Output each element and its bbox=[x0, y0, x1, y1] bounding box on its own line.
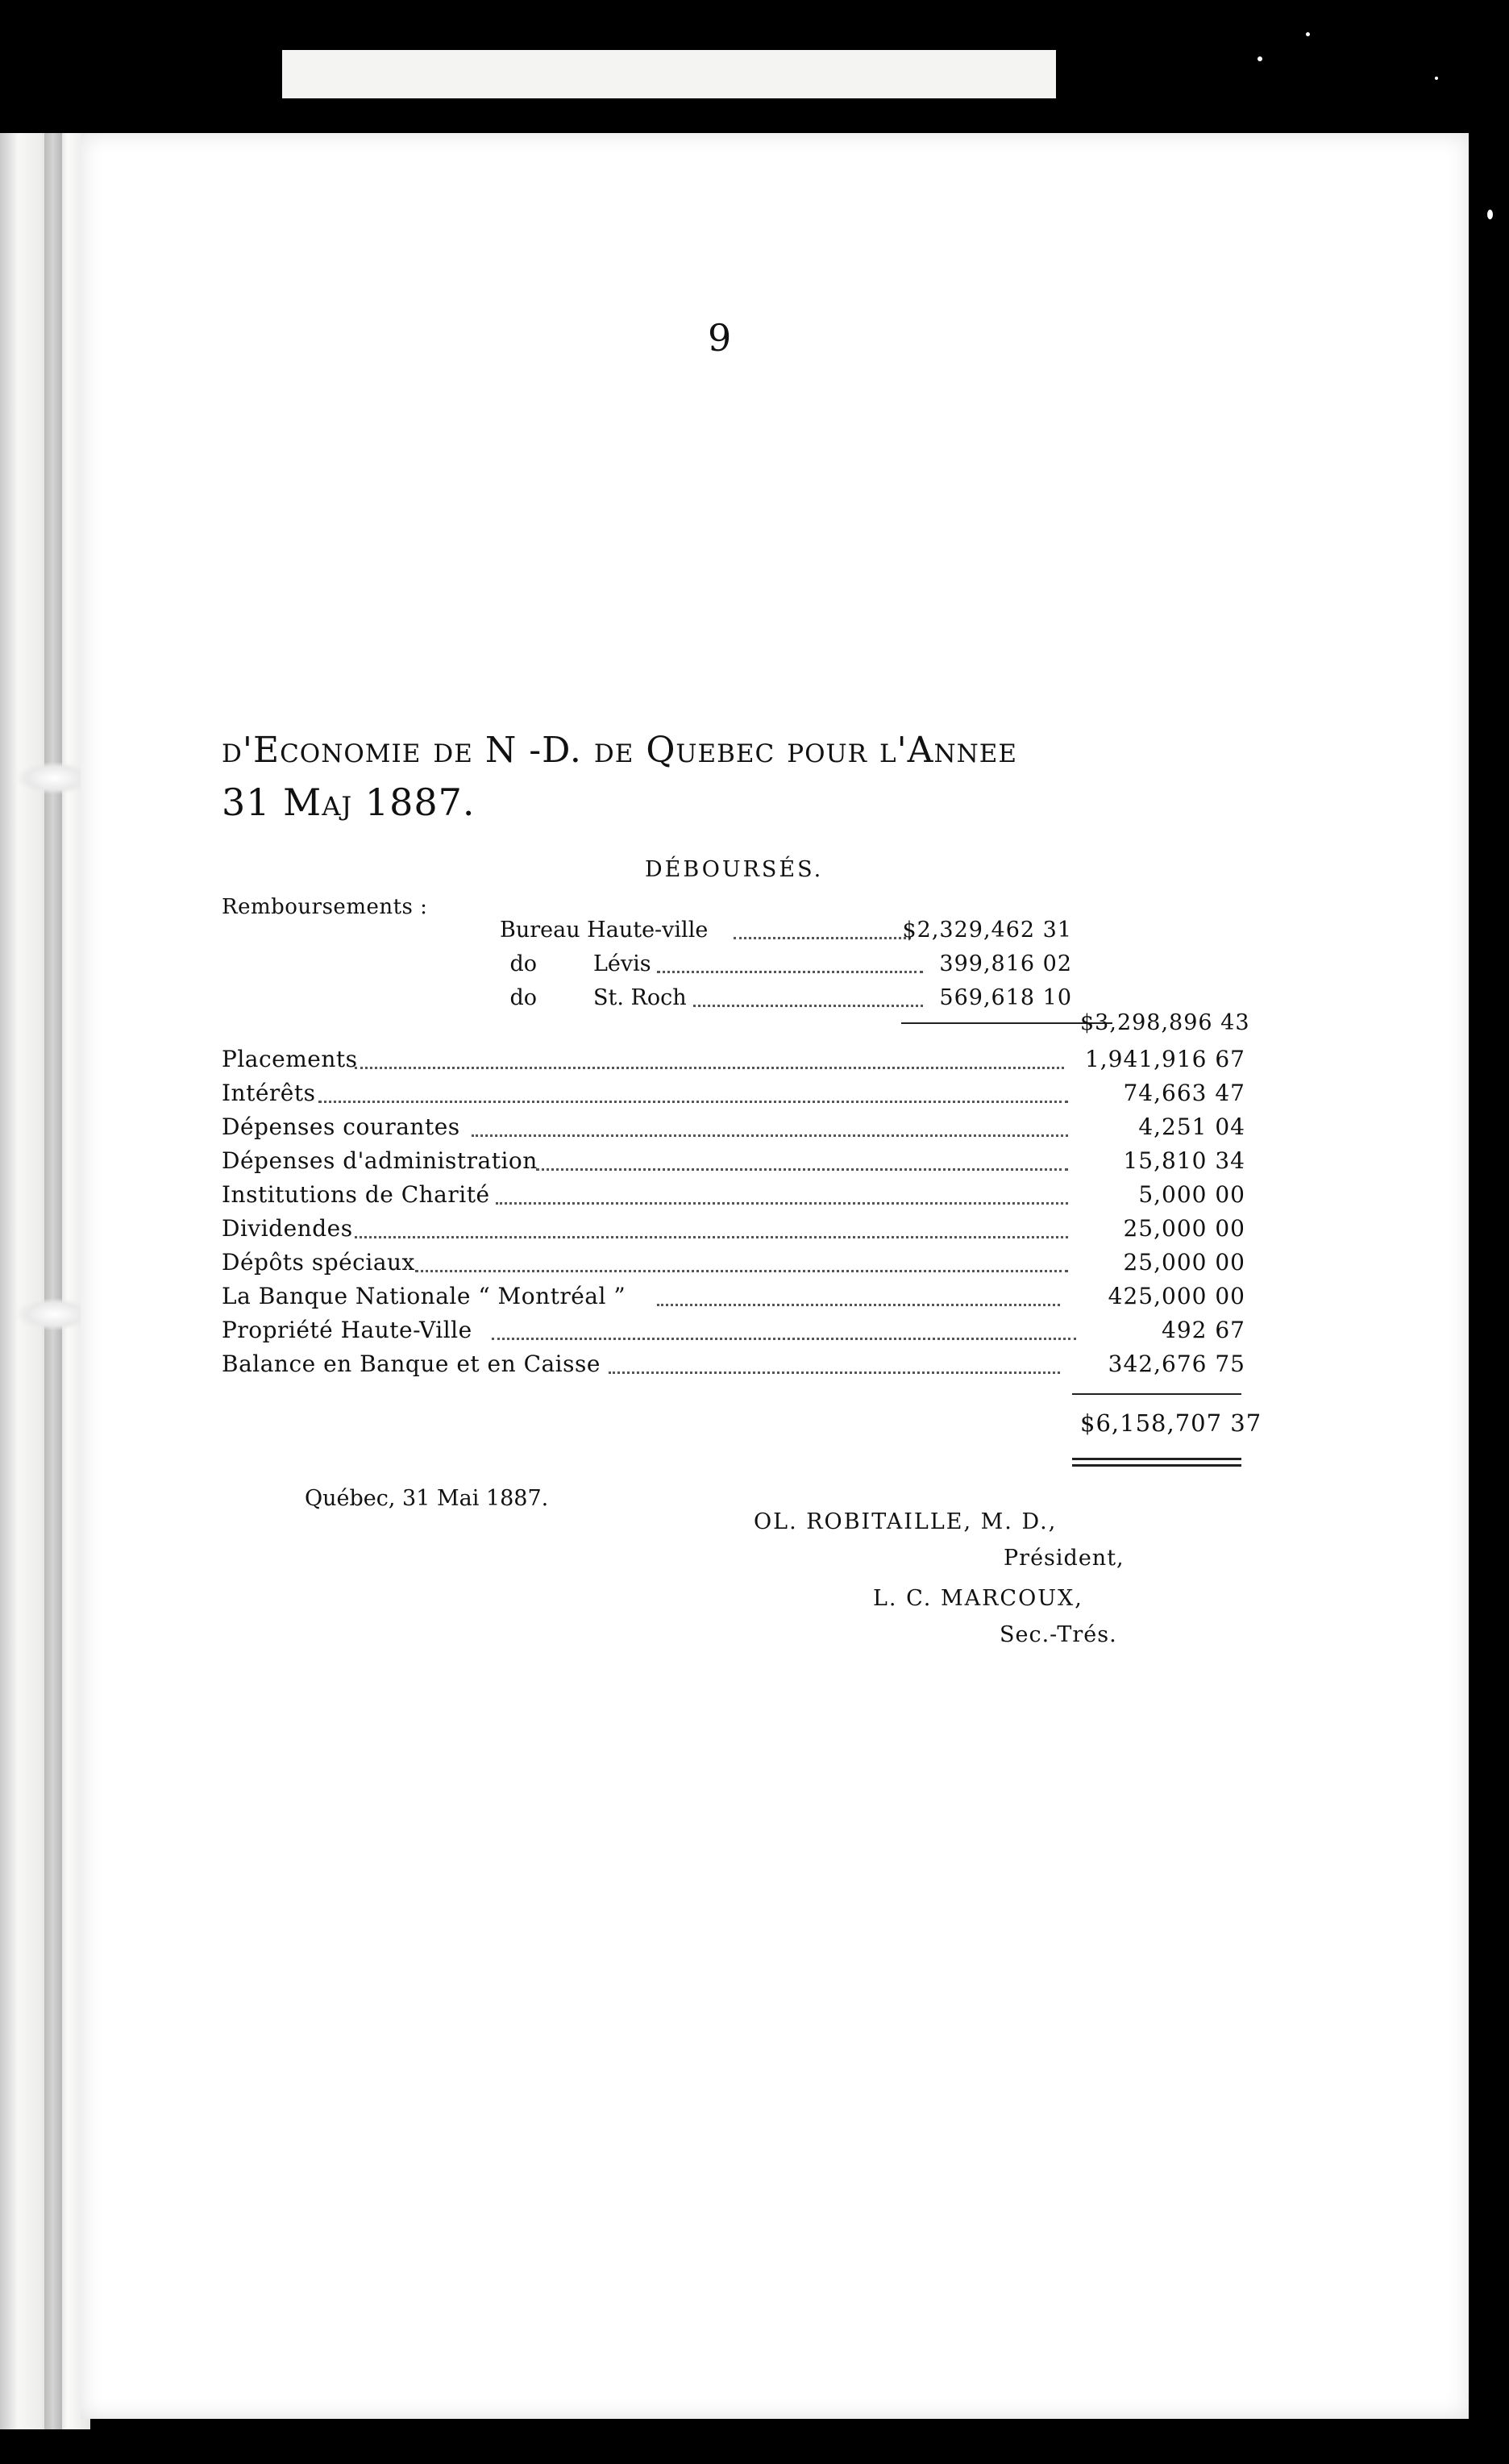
row-amount: 492 67 bbox=[1162, 1317, 1245, 1343]
remboursements-subtotal: $3,298,896 43 bbox=[1080, 1010, 1250, 1035]
double-rule-top bbox=[1072, 1458, 1241, 1460]
place-date: Québec, 31 Mai 1887. bbox=[305, 1486, 549, 1511]
disbursement-row bbox=[222, 1181, 1245, 1215]
section-title: DÉBOURSÉS. bbox=[645, 857, 824, 882]
row-label: Lévis bbox=[593, 951, 651, 976]
disbursement-row bbox=[222, 1283, 1245, 1317]
leader-dots bbox=[657, 1304, 1060, 1306]
signature-role-2: Sec.-Trés. bbox=[1000, 1622, 1117, 1647]
signature-role-1: Président, bbox=[1004, 1546, 1124, 1571]
double-rule-bottom bbox=[1072, 1464, 1241, 1467]
scan-speck bbox=[1435, 77, 1438, 80]
row-prefix: do bbox=[509, 951, 537, 976]
row-amount: 4,251 04 bbox=[1138, 1113, 1245, 1140]
row-amount: 15,810 34 bbox=[1123, 1147, 1245, 1174]
row-amount: 5,000 00 bbox=[1138, 1181, 1245, 1208]
row-label: Bureau Haute-ville bbox=[500, 918, 709, 943]
page-number: 9 bbox=[708, 316, 732, 360]
disbursement-row bbox=[222, 1147, 1245, 1181]
row-label: Institutions de Charité bbox=[222, 1181, 490, 1208]
signature-name-1: OL. ROBITAILLE, M. D., bbox=[754, 1509, 1058, 1534]
leader-dots bbox=[536, 1168, 1068, 1171]
leader-dots bbox=[496, 1202, 1068, 1205]
row-label: Dépenses courantes bbox=[222, 1113, 460, 1140]
row-label: Placements bbox=[222, 1046, 358, 1072]
scan-speck bbox=[1306, 32, 1310, 36]
binding-edge bbox=[0, 133, 90, 2429]
row-amount: 342,676 75 bbox=[1108, 1351, 1245, 1377]
scan-tape-strip bbox=[282, 50, 1056, 98]
row-label: Propriété Haute-Ville bbox=[222, 1317, 472, 1343]
heading-day: 31 bbox=[222, 780, 271, 824]
row-amount: 25,000 00 bbox=[1123, 1215, 1245, 1242]
leader-dots bbox=[415, 1270, 1068, 1272]
disbursement-row bbox=[222, 1317, 1245, 1351]
row-amount: $2,329,462 31 bbox=[902, 918, 1072, 943]
disbursement-row bbox=[222, 1046, 1245, 1080]
row-label: Balance en Banque et en Caisse bbox=[222, 1351, 601, 1377]
heading-line-1: d'Economie de N -D. de Quebec pour l'Annee bbox=[222, 730, 1017, 771]
heading-year: 1887. bbox=[364, 780, 476, 824]
row-amount: 399,816 02 bbox=[939, 951, 1072, 976]
grand-total: $6,158,707 37 bbox=[1080, 1409, 1262, 1437]
reimbursement-row bbox=[500, 918, 1072, 950]
remboursements-label: Remboursements : bbox=[222, 895, 428, 919]
row-label: La Banque Nationale “ Montréal ” bbox=[222, 1283, 626, 1309]
disbursement-row bbox=[222, 1215, 1245, 1249]
leader-dots bbox=[355, 1067, 1064, 1069]
leader-dots bbox=[492, 1338, 1076, 1340]
heading-line-2 bbox=[222, 780, 476, 824]
row-label: St. Roch bbox=[593, 985, 687, 1010]
leader-dots bbox=[609, 1371, 1060, 1374]
scan-speck bbox=[1487, 210, 1493, 219]
row-label: Intérêts bbox=[222, 1080, 316, 1106]
leader-dots bbox=[693, 1005, 923, 1007]
disbursement-row bbox=[222, 1351, 1245, 1384]
leader-dots bbox=[318, 1101, 1068, 1103]
signature-name-2: L. C. MARCOUX, bbox=[873, 1586, 1083, 1611]
leader-dots bbox=[734, 937, 911, 939]
disbursement-row bbox=[222, 1080, 1245, 1113]
disbursement-row bbox=[222, 1249, 1245, 1283]
scan-speck bbox=[1258, 56, 1262, 61]
row-label: Dépenses d'administration bbox=[222, 1147, 538, 1174]
leader-dots bbox=[355, 1236, 1068, 1238]
row-label: Dividendes bbox=[222, 1215, 353, 1242]
row-amount: 1,941,916 67 bbox=[1084, 1046, 1245, 1072]
leader-dots bbox=[472, 1134, 1068, 1137]
disbursement-row bbox=[222, 1113, 1245, 1147]
leader-dots bbox=[657, 971, 923, 973]
reimbursement-row bbox=[500, 951, 1072, 984]
heading-month: Maj bbox=[283, 780, 353, 824]
row-amount: 425,000 00 bbox=[1108, 1283, 1245, 1309]
row-amount: 569,618 10 bbox=[939, 985, 1072, 1010]
row-label: Dépôts spéciaux bbox=[222, 1249, 415, 1276]
reimbursement-row bbox=[500, 985, 1072, 1018]
row-amount: 25,000 00 bbox=[1123, 1249, 1245, 1276]
total-rule bbox=[1072, 1393, 1241, 1395]
row-amount: 74,663 47 bbox=[1123, 1080, 1245, 1106]
row-prefix: do bbox=[509, 985, 537, 1010]
